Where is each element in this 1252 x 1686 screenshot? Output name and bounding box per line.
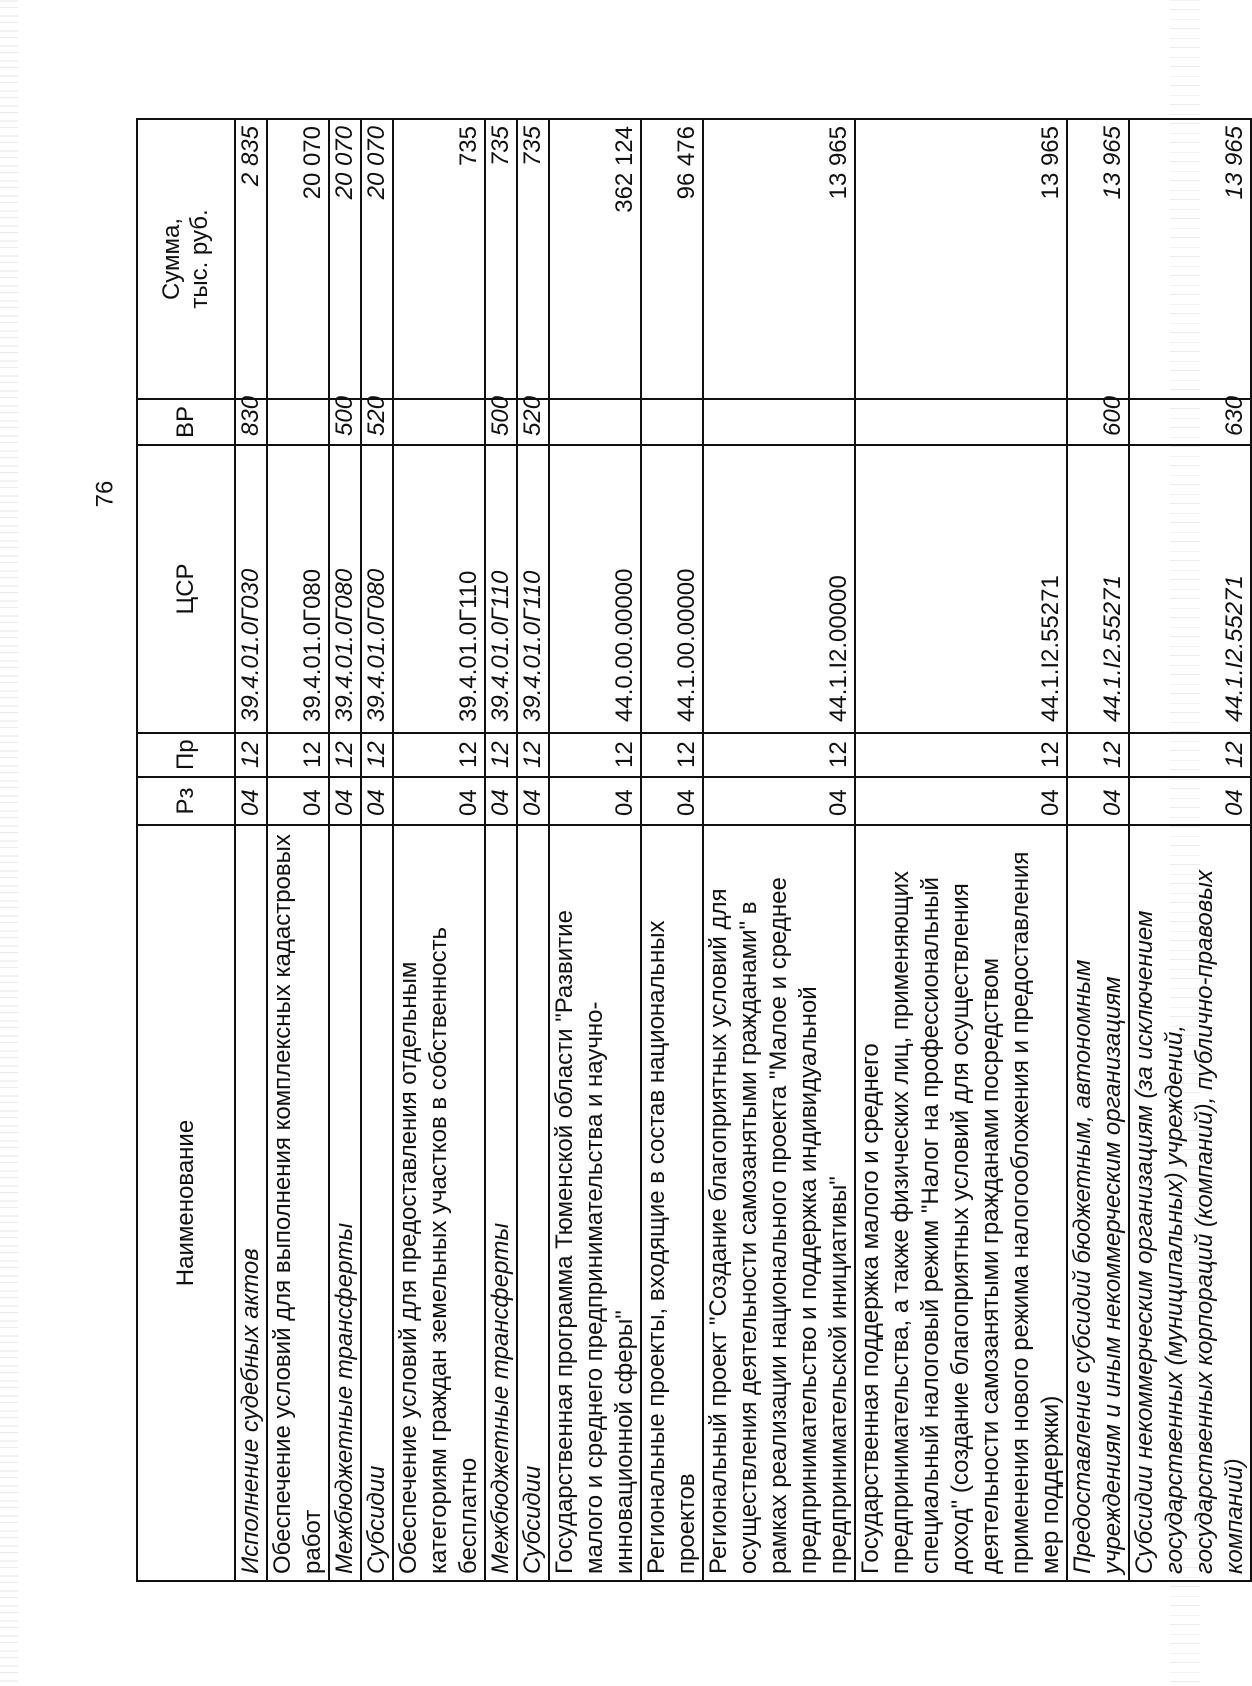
cell-pr: 12	[361, 733, 393, 777]
cell-rz: 04	[329, 777, 361, 825]
cell-name: Государственная программа Тюменской области "Развитие малого и среднего предпринимательства и научно-инновационной сферы"	[549, 825, 641, 1581]
cell-vr: 830	[235, 399, 267, 445]
cell-vr	[267, 399, 329, 445]
cell-rz: 04	[1067, 777, 1129, 825]
header-csr: ЦСР	[137, 445, 235, 733]
budget-table	[136, 118, 1252, 1582]
cell-sum: 362 124	[549, 119, 641, 399]
cell-sum: 13 965	[1067, 119, 1129, 399]
table-header-row	[137, 119, 235, 1581]
header-sum-line2: тыс. руб.	[186, 209, 213, 309]
cell-sum: 13 965	[855, 119, 1067, 399]
cell-pr: 12	[235, 733, 267, 777]
cell-sum: 735	[517, 119, 549, 399]
cell-pr: 12	[1129, 733, 1251, 777]
table-row	[641, 119, 703, 1581]
table-row	[235, 119, 267, 1581]
cell-rz: 04	[393, 777, 485, 825]
table-row	[855, 119, 1067, 1581]
header-rz: Рз	[137, 777, 235, 825]
cell-csr: 39.4.01.0Г030	[235, 445, 267, 733]
header-sum	[137, 119, 235, 399]
cell-name: Исполнение судебных актов	[235, 825, 267, 1581]
cell-vr: 500	[329, 399, 361, 445]
cell-csr: 39.4.01.0Г080	[329, 445, 361, 733]
table-row	[393, 119, 485, 1581]
cell-sum: 20 070	[267, 119, 329, 399]
cell-csr: 39.4.01.0Г110	[393, 445, 485, 733]
cell-name: Субсидии	[517, 825, 549, 1581]
cell-vr	[703, 399, 855, 445]
cell-pr: 12	[485, 733, 517, 777]
cell-csr: 39.4.01.0Г110	[517, 445, 549, 733]
cell-name: Обеспечение условий для выполнения комплексных кадастровых работ	[267, 825, 329, 1581]
cell-name: Межбюджетные трансферты	[485, 825, 517, 1581]
table-row	[361, 119, 393, 1581]
page-number: 76	[91, 480, 119, 508]
cell-pr: 12	[855, 733, 1067, 777]
cell-name: Государственная поддержка малого и среднего предпринимательства, а также физических лиц, применяющих специальный налоговый режим "Налог на профессиональный доход" (создание благоприятных условий для осуществления деятельности самозанятыми гражданами посредством применения нового режима налогообложения и предоставления мер поддержки)	[855, 825, 1067, 1581]
cell-vr	[393, 399, 485, 445]
cell-csr: 39.4.01.0Г110	[485, 445, 517, 733]
cell-csr: 44.1.I2.55271	[1067, 445, 1129, 733]
table-row	[485, 119, 517, 1581]
cell-rz: 04	[641, 777, 703, 825]
cell-rz: 04	[517, 777, 549, 825]
cell-vr	[549, 399, 641, 445]
cell-vr: 600	[1067, 399, 1129, 445]
cell-name: Региональный проект "Создание благоприятных условий для осуществления деятельности самозанятыми гражданами" в рамках реализации национального проекта "Малое и среднее предпринимательство и поддержка индивидуальной предпринимательской инициативы"	[703, 825, 855, 1581]
cell-name: Региональные проекты, входящие в состав национальных проектов	[641, 825, 703, 1581]
cell-sum: 735	[485, 119, 517, 399]
cell-rz: 04	[267, 777, 329, 825]
cell-pr: 12	[329, 733, 361, 777]
cell-csr: 39.4.01.0Г080	[267, 445, 329, 733]
cell-csr: 44.1.I2.00000	[703, 445, 855, 733]
rotated-table-container	[136, 120, 1248, 1582]
cell-rz: 04	[1129, 777, 1251, 825]
cell-pr: 12	[517, 733, 549, 777]
cell-rz: 04	[703, 777, 855, 825]
cell-name: Субсидии некоммерческим организациям (за исключением государственных (муниципальных) учреждений, государственных корпораций (компаний), публично-правовых компаний)	[1129, 825, 1251, 1581]
cell-name: Субсидии	[361, 825, 393, 1581]
cell-csr: 44.1.00.00000	[641, 445, 703, 733]
header-sum-line1: Сумма,	[158, 217, 185, 301]
cell-pr: 12	[1067, 733, 1129, 777]
header-name: Наименование	[137, 825, 235, 1581]
cell-sum: 96 476	[641, 119, 703, 399]
cell-csr: 44.1.I2.55271	[1129, 445, 1251, 733]
table-row	[703, 119, 855, 1581]
cell-name: Предоставление субсидий бюджетным, автономным учреждениям и иным некоммерческим организациям	[1067, 825, 1129, 1581]
cell-rz: 04	[485, 777, 517, 825]
cell-sum: 20 070	[361, 119, 393, 399]
cell-rz: 04	[361, 777, 393, 825]
cell-vr	[641, 399, 703, 445]
cell-sum: 20 070	[329, 119, 361, 399]
cell-csr: 39.4.01.0Г080	[361, 445, 393, 733]
cell-sum: 2 835	[235, 119, 267, 399]
cell-vr	[855, 399, 1067, 445]
cell-pr: 12	[549, 733, 641, 777]
cell-rz: 04	[549, 777, 641, 825]
cell-pr: 12	[703, 733, 855, 777]
scan-edge-left	[0, 0, 18, 1686]
table-row	[1129, 119, 1251, 1581]
cell-rz: 04	[235, 777, 267, 825]
cell-sum: 13 965	[1129, 119, 1251, 399]
cell-sum: 735	[393, 119, 485, 399]
cell-name: Обеспечение условий для предоставления отдельным категориям граждан земельных участков в собственность бесплатно	[393, 825, 485, 1581]
cell-csr: 44.0.00.00000	[549, 445, 641, 733]
cell-name: Межбюджетные трансферты	[329, 825, 361, 1581]
cell-vr: 500	[485, 399, 517, 445]
cell-rz: 04	[855, 777, 1067, 825]
cell-csr: 44.1.I2.55271	[855, 445, 1067, 733]
cell-vr: 630	[1129, 399, 1251, 445]
cell-vr: 520	[361, 399, 393, 445]
header-pr: Пр	[137, 733, 235, 777]
table-row	[267, 119, 329, 1581]
table-row	[1067, 119, 1129, 1581]
table-row	[329, 119, 361, 1581]
cell-sum: 13 965	[703, 119, 855, 399]
table-row	[517, 119, 549, 1581]
table-row	[549, 119, 641, 1581]
cell-vr: 520	[517, 399, 549, 445]
cell-pr: 12	[267, 733, 329, 777]
cell-pr: 12	[393, 733, 485, 777]
cell-pr: 12	[641, 733, 703, 777]
header-vr: ВР	[137, 399, 235, 445]
